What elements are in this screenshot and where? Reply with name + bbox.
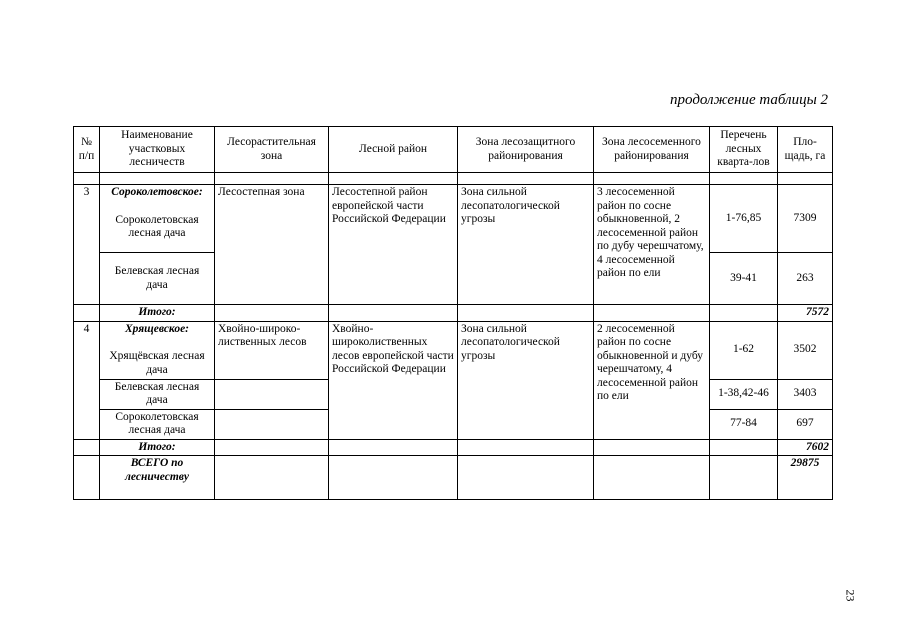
group3-seed-zone: 3 лесосеменной район по сосне обыкновенной, 2 лесосеменной район по дубу черешчатому, 4 лесосеменной район по ели	[594, 185, 710, 305]
group3-row1-quarters: 1-76,85	[710, 185, 778, 253]
group4-row1-quarters: 1-62	[710, 321, 778, 379]
header-protection-zone: Зона лесозащитного районирования	[458, 127, 594, 173]
page-number: 23	[843, 589, 858, 602]
group4-name: Хрящевское:	[124, 322, 190, 335]
group3-row2-quarters: 39-41	[710, 253, 778, 305]
header-forest-district: Лесной район	[329, 127, 458, 173]
group3-forest-district: Лесостепной район европейской части Российской Федерации	[329, 185, 458, 305]
header-area: Пло-щадь, га	[778, 127, 833, 173]
group4-seed-zone: 2 лесосеменной район по сосне обыкновенной и дубу черешчатому, 4 лесосеменной район по ели	[594, 321, 710, 439]
group4-row2-area: 3403	[778, 379, 833, 409]
group4-row3-name: Сороколетовская лесная дача	[100, 409, 215, 439]
spacer-row	[74, 173, 833, 185]
grand-total-row	[74, 456, 833, 500]
group4-total-label: Итого:	[100, 439, 215, 456]
group4-row2-quarters: 1-38,42-46	[710, 379, 778, 409]
group3-row2-area: 263	[778, 253, 833, 305]
table-caption: продолжение таблицы 2	[670, 92, 828, 108]
group4-total-row	[74, 439, 833, 456]
group4-row1-name: Хрящёвская лесная дача	[109, 350, 205, 376]
group4-num: 4	[74, 321, 100, 439]
group3-row1-name: Сороколетовская лесная дача	[115, 213, 199, 239]
grand-total: 29875	[778, 456, 833, 500]
group3-protection-zone: Зона сильной лесопатологической угрозы	[458, 185, 594, 305]
group3-total-row	[74, 305, 833, 322]
group4-protection-zone: Зона сильной лесопатологической угрозы	[458, 321, 594, 439]
header-seed-zone: Зона лесосеменного районирования	[594, 127, 710, 173]
table-row	[74, 185, 833, 253]
group3-zone: Лесостепная зона	[215, 185, 329, 305]
group3-cell	[100, 185, 215, 253]
header-row	[74, 127, 833, 173]
header-num: № п/п	[74, 127, 100, 173]
table-row	[74, 321, 833, 379]
group4-row1-area: 3502	[778, 321, 833, 379]
header-name: Наименование участковых лесничеств	[100, 127, 215, 173]
header-zone: Лесорастительная зона	[215, 127, 329, 173]
group3-name: Сороколетовское:	[111, 186, 203, 198]
group4-row3-area: 697	[778, 409, 833, 439]
group4-total: 7602	[778, 439, 833, 456]
group3-total: 7572	[778, 305, 833, 322]
group3-row2-name: Белевская лесная дача	[100, 253, 215, 305]
forestry-table	[73, 126, 833, 500]
group3-total-label: Итого:	[100, 305, 215, 322]
grand-total-label: ВСЕГО по лесничеству	[100, 456, 215, 500]
group4-zone: Хвойно-широко-лиственных лесов	[215, 321, 329, 379]
group3-num: 3	[74, 185, 100, 305]
header-quarters: Перечень лесных квартa-лов	[710, 127, 778, 173]
group4-row3-quarters: 77-84	[710, 409, 778, 439]
group4-cell	[100, 321, 215, 379]
group3-row1-area: 7309	[778, 185, 833, 253]
group4-forest-district: Хвойно-широколиственных лесов европейской части Российской Федерации	[329, 321, 458, 439]
group4-row2-name: Белевская лесная дача	[100, 379, 215, 409]
